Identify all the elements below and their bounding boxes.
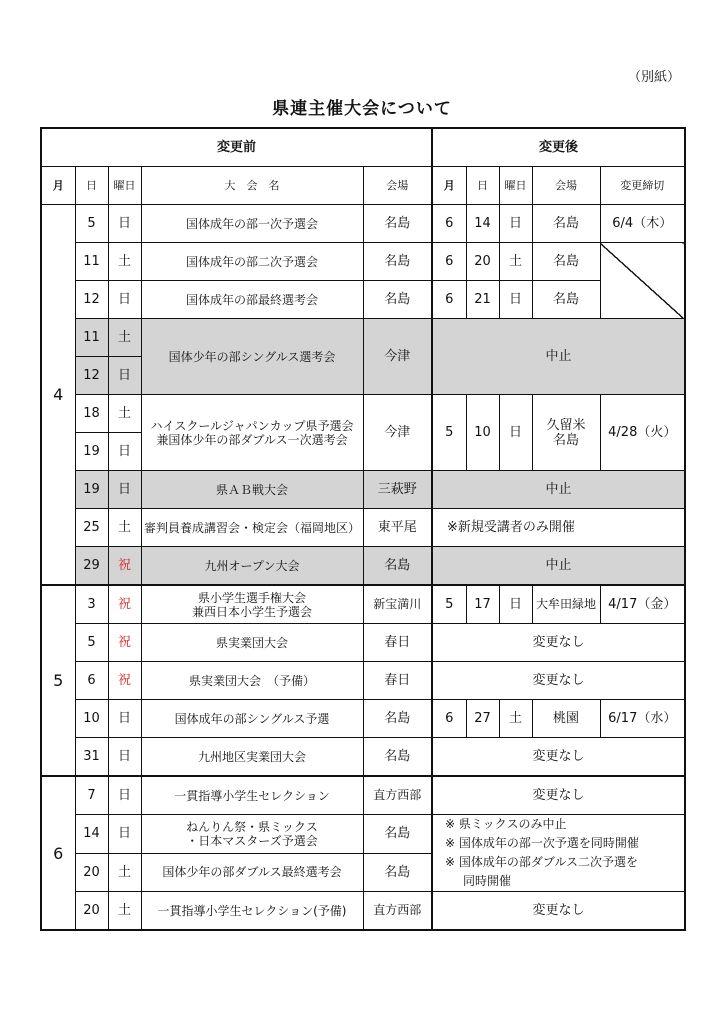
event-name: 国体成年の部一次予選会	[141, 205, 363, 243]
deadline: 4/28（火）	[600, 395, 685, 471]
venue: 名島	[363, 700, 432, 738]
header-new-month: 月	[432, 167, 466, 205]
weekday: 日	[108, 281, 141, 319]
status-cancelled: 中止	[432, 547, 685, 586]
table-row	[41, 892, 685, 931]
venue: 春日	[363, 662, 432, 700]
event-name: 国体成年の部二次予選会	[141, 243, 363, 281]
table-row	[41, 243, 685, 281]
new-day: 17	[466, 585, 499, 624]
section-before: 変更前	[41, 128, 432, 167]
weekday: 祝	[108, 624, 141, 662]
header-weekday: 曜日	[108, 167, 141, 205]
venue: 名島	[363, 853, 432, 892]
venue: 今津	[363, 395, 432, 471]
weekday: 日	[108, 776, 141, 815]
month-april: 4	[41, 205, 75, 586]
table-row	[41, 815, 685, 854]
venue: 直方西部	[363, 892, 432, 931]
new-venue: 名島	[532, 205, 600, 243]
day: 11	[75, 319, 108, 357]
venue: 名島	[363, 281, 432, 319]
deadline: 4/17（金）	[600, 585, 685, 624]
new-weekday: 日	[499, 281, 532, 319]
new-venue: 大牟田緑地	[532, 585, 600, 624]
status-note	[432, 853, 685, 892]
deadline: 6/4（木）	[600, 205, 685, 243]
table-row	[41, 509, 685, 547]
weekday: 日	[108, 700, 141, 738]
status-unchanged: 変更なし	[432, 776, 685, 815]
table-row	[41, 853, 685, 892]
day: 25	[75, 509, 108, 547]
event-name: 国体成年の部シングルス予選	[141, 700, 363, 738]
event-name	[141, 395, 363, 471]
weekday: 祝	[108, 585, 141, 624]
new-day: 14	[466, 205, 499, 243]
status-note-line-2: ※ 国体成年の部一次予選を同時開催	[445, 836, 639, 850]
venue: 東平尾	[363, 509, 432, 547]
venue: 名島	[363, 243, 432, 281]
status-cancelled: 中止	[432, 471, 685, 509]
weekday: 祝	[108, 662, 141, 700]
deadline-not-applicable	[600, 243, 685, 319]
venue: 直方西部	[363, 776, 432, 815]
deadline: 6/17（水）	[600, 700, 685, 738]
month-june: 6	[41, 776, 75, 930]
event-line-2: 兼西日本小学生予選会	[191, 604, 312, 619]
header-new-weekday: 曜日	[499, 167, 532, 205]
event-name: 九州オープン大会	[141, 547, 363, 586]
day: 10	[75, 700, 108, 738]
day: 19	[75, 433, 108, 471]
table-row	[41, 395, 685, 433]
weekday: 日	[108, 205, 141, 243]
day: 5	[75, 205, 108, 243]
event-name: 国体成年の部最終選考会	[141, 281, 363, 319]
weekday: 土	[108, 853, 141, 892]
day: 7	[75, 776, 108, 815]
new-weekday: 日	[499, 585, 532, 624]
header-day: 日	[75, 167, 108, 205]
weekday: 日	[108, 738, 141, 777]
weekday: 土	[108, 395, 141, 433]
new-month: 6	[432, 243, 466, 281]
month-may: 5	[41, 585, 75, 776]
new-venue	[532, 395, 600, 471]
event-line-1: ハイスクールジャパンカップ県予選会	[150, 418, 354, 433]
new-weekday: 日	[499, 205, 532, 243]
venue: 名島	[363, 205, 432, 243]
event-line-2: ・日本マスターズ予選会	[186, 833, 318, 848]
table-row	[41, 281, 685, 319]
venue: 今津	[363, 319, 432, 395]
day: 12	[75, 281, 108, 319]
table-row	[41, 585, 685, 624]
table-row	[41, 319, 685, 357]
event-name: 県ＡＢ戦大会	[141, 471, 363, 509]
attachment-note: （別紙）	[627, 70, 680, 85]
new-month: 5	[432, 395, 466, 471]
new-month: 6	[432, 205, 466, 243]
weekday: 土	[108, 319, 141, 357]
new-month: 6	[432, 281, 466, 319]
table-row	[41, 738, 685, 777]
event-name	[141, 815, 363, 854]
day: 12	[75, 357, 108, 395]
table-row	[41, 471, 685, 509]
venue: 名島	[363, 815, 432, 854]
table-row	[41, 662, 685, 700]
table-row	[41, 624, 685, 662]
event-name: 一貫指導小学生セレクション	[141, 776, 363, 815]
table-row	[41, 700, 685, 738]
header-new-day: 日	[466, 167, 499, 205]
status-unchanged: 変更なし	[432, 738, 685, 777]
venue: 新宝満川	[363, 585, 432, 624]
weekday: 日	[108, 357, 141, 395]
event-name: 九州地区実業団大会	[141, 738, 363, 777]
table-row	[41, 776, 685, 815]
status-note: ※新規受講者のみ開催	[432, 509, 685, 547]
status-cancelled: 中止	[432, 319, 685, 395]
event-name: 国体少年の部ダブルス最終選考会	[141, 853, 363, 892]
day: 11	[75, 243, 108, 281]
status-note	[432, 815, 685, 854]
new-venue: 名島	[532, 281, 600, 319]
day: 14	[75, 815, 108, 854]
weekday: 祝	[108, 547, 141, 586]
venue: 名島	[363, 738, 432, 777]
status-unchanged: 変更なし	[432, 624, 685, 662]
weekday: 土	[108, 243, 141, 281]
table-row	[41, 205, 685, 243]
status-note-line-1: ※ 国体成年の部ダブルス二次予選を	[445, 855, 639, 869]
venue: 三萩野	[363, 471, 432, 509]
event-name	[141, 585, 363, 624]
new-weekday: 日	[499, 395, 532, 471]
day: 18	[75, 395, 108, 433]
new-day: 27	[466, 700, 499, 738]
day: 19	[75, 471, 108, 509]
new-weekday: 土	[499, 700, 532, 738]
status-note-line-2: 同時開催	[463, 874, 512, 888]
table-row	[41, 547, 685, 586]
event-name: 県実業団大会	[141, 624, 363, 662]
day: 6	[75, 662, 108, 700]
event-line-1: 県小学生選手権大会	[197, 590, 306, 605]
status-unchanged: 変更なし	[432, 662, 685, 700]
header-venue: 会場	[363, 167, 432, 205]
event-name: 一貫指導小学生セレクション(予備)	[141, 892, 363, 931]
new-venue-line-1: 久留米	[546, 417, 586, 433]
venue: 名島	[363, 547, 432, 586]
event-name: 県実業団大会 （予備）	[141, 662, 363, 700]
weekday: 土	[108, 509, 141, 547]
venue: 春日	[363, 624, 432, 662]
new-day: 10	[466, 395, 499, 471]
day: 5	[75, 624, 108, 662]
new-month: 5	[432, 585, 466, 624]
header-deadline: 変更締切	[600, 167, 685, 205]
status-note-line-1: ※ 県ミックスのみ中止	[445, 817, 567, 831]
status-unchanged: 変更なし	[432, 892, 685, 931]
day: 29	[75, 547, 108, 586]
new-day: 21	[466, 281, 499, 319]
event-name: 審判員養成講習会・検定会（福岡地区）	[141, 509, 363, 547]
day: 20	[75, 853, 108, 892]
header-month: 月	[41, 167, 75, 205]
new-month: 6	[432, 700, 466, 738]
column-header-row	[41, 167, 685, 205]
weekday: 日	[108, 433, 141, 471]
event-line-2: 兼国体少年の部ダブルス一次選考会	[156, 432, 348, 447]
day: 3	[75, 585, 108, 624]
header-event: 大 会 名	[141, 167, 363, 205]
event-line-1: ねんりん祭・県ミックス	[186, 819, 318, 834]
schedule-table	[40, 127, 686, 931]
header-new-venue: 会場	[532, 167, 600, 205]
section-header-row	[41, 128, 685, 167]
day: 31	[75, 738, 108, 777]
section-after: 変更後	[432, 128, 685, 167]
weekday: 日	[108, 471, 141, 509]
new-venue-line-2: 名島	[552, 432, 579, 448]
event-name: 国体少年の部シングルス選考会	[141, 319, 363, 395]
new-day: 20	[466, 243, 499, 281]
weekday: 日	[108, 815, 141, 854]
weekday: 土	[108, 892, 141, 931]
new-venue: 桃園	[532, 700, 600, 738]
new-weekday: 土	[499, 243, 532, 281]
day: 20	[75, 892, 108, 931]
page-title: 県連主催大会について	[272, 99, 452, 119]
new-venue: 名島	[532, 243, 600, 281]
